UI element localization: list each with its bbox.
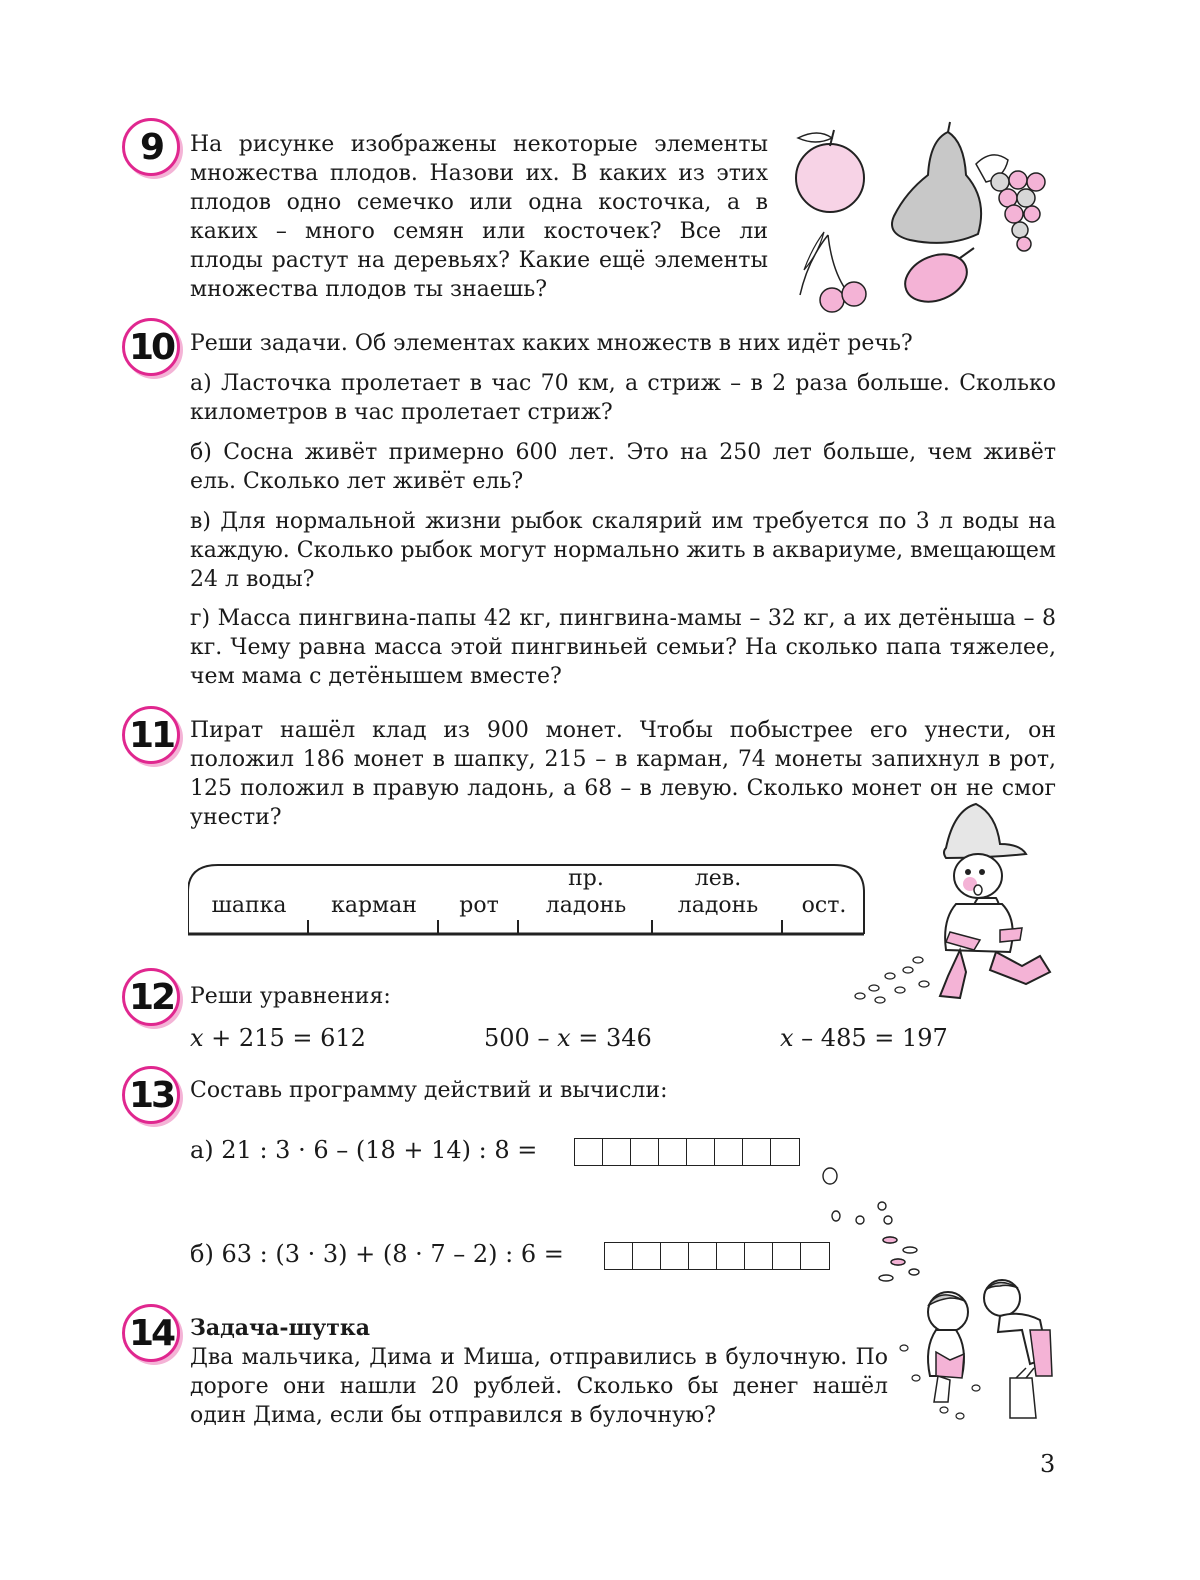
plum-image <box>898 246 974 311</box>
task-11-number-badge <box>122 706 180 764</box>
task-11-number: 11 <box>128 714 174 756</box>
task-13-number-badge <box>122 1066 180 1124</box>
task-9-number-badge <box>122 118 180 176</box>
apple-image <box>796 130 864 212</box>
task-10-part-a: а) Ласточка пролетает в час 70 км, а стриж – в 2 раза больше. Сколько километров в час пролетает стриж? <box>190 371 1056 425</box>
table-cell-right-palm: ладонь <box>545 893 627 918</box>
task-9-number: 9 <box>139 126 163 168</box>
task-14-title: Задача-шутка <box>190 1315 371 1341</box>
task-10-part-c: в) Для нормальной жизни рыбок скалярий им требуется по 3 л воды на каждую. Сколько рыбок могут нормально жить в аквариуме, вмещающем 24 л воды? <box>190 509 1056 592</box>
equation-1-variable: x <box>190 1024 204 1052</box>
table-cell-right-palm-top: пр. <box>568 866 604 891</box>
task-10-number-badge <box>122 318 180 376</box>
answer-boxes-b[interactable] <box>604 1242 830 1270</box>
fruits-illustration <box>788 120 1068 320</box>
page-number: 3 <box>1040 1450 1056 1478</box>
table-cell-left-palm-top: лев. <box>694 866 742 891</box>
pirate-illustration <box>850 800 1060 1010</box>
equation-3 <box>780 1024 948 1052</box>
expression-b: б) 63 : (3 · 3) + (8 · 7 – 2) : 6 = <box>190 1240 564 1268</box>
equation-3-rest: – 485 = 197 <box>793 1024 948 1052</box>
equation-2-rest: = 346 <box>570 1024 652 1052</box>
equation-2 <box>484 1024 652 1052</box>
table-cell-mouth: рот <box>459 893 499 918</box>
table-cell-hat: шапка <box>211 893 287 918</box>
task-14-number: 14 <box>128 1312 174 1354</box>
task-10-part-b: б) Сосна живёт примерно 600 лет. Это на 250 лет больше, чем живёт ель. Сколько лет живёт ель? <box>190 440 1056 494</box>
grapes-image <box>976 155 1045 251</box>
boys-illustration <box>890 1268 1070 1428</box>
equation-1 <box>190 1024 366 1052</box>
task-10-number: 10 <box>128 326 174 368</box>
task-10-part-d: г) Масса пингвина-папы 42 кг, пингвина-мамы – 32 кг, а их детёныша – 8 кг. Чему равна масса этой пингвиньей семьи? На сколько папа тяжелее, чем мама с детёнышем вместе? <box>190 606 1056 689</box>
task-12-number-badge <box>122 968 180 1026</box>
expression-a: а) 21 : 3 · 6 – (18 + 14) : 8 = <box>190 1136 538 1164</box>
task-13-number: 13 <box>128 1074 174 1116</box>
task-11-text: Пират нашёл клад из 900 монет. Чтобы побыстрее его унести, он положил 186 монет в шапку, 215 – в карман, 74 монеты запихнул в рот, 125 положил в правую ладонь, а 68 – в левую. Сколько монет он не смог унести? <box>190 718 1056 830</box>
equation-3-variable: x <box>780 1024 794 1052</box>
equation-2-variable: x <box>557 1024 571 1052</box>
answer-boxes-a[interactable] <box>574 1138 800 1166</box>
equation-2-left: 500 – <box>484 1024 558 1052</box>
task-14-text: Два мальчика, Дима и Миша, отправились в булочную. По дороге они нашли 20 рублей. Сколько бы денег нашёл один Дима, если бы отправился в булочную? <box>190 1345 888 1428</box>
task-13-intro: Составь программу действий и вычисли: <box>190 1078 668 1103</box>
task-14-number-badge <box>122 1304 180 1362</box>
cherries-image <box>800 232 866 312</box>
equation-1-rest: + 215 = 612 <box>203 1024 366 1052</box>
table-cell-left-palm: ладонь <box>677 893 759 918</box>
table-cell-remainder: ост. <box>801 893 847 918</box>
task-12-intro: Реши уравнения: <box>190 984 391 1009</box>
table-cell-pocket: карман <box>331 893 417 918</box>
pear-image <box>892 122 981 243</box>
task-10-intro: Реши задачи. Об элементах каких множеств в них идёт речь? <box>190 331 913 356</box>
task-9-text: На рисунке изображены некоторые элементы множества плодов. Назови их. В каких из этих плодов одно семечко или одна косточка, а в каких – много семян или косточек? Все ли плоды растут на деревьях? Какие ещё элементы множества плодов ты знаешь? <box>190 132 768 302</box>
task-12-number: 12 <box>128 976 174 1018</box>
